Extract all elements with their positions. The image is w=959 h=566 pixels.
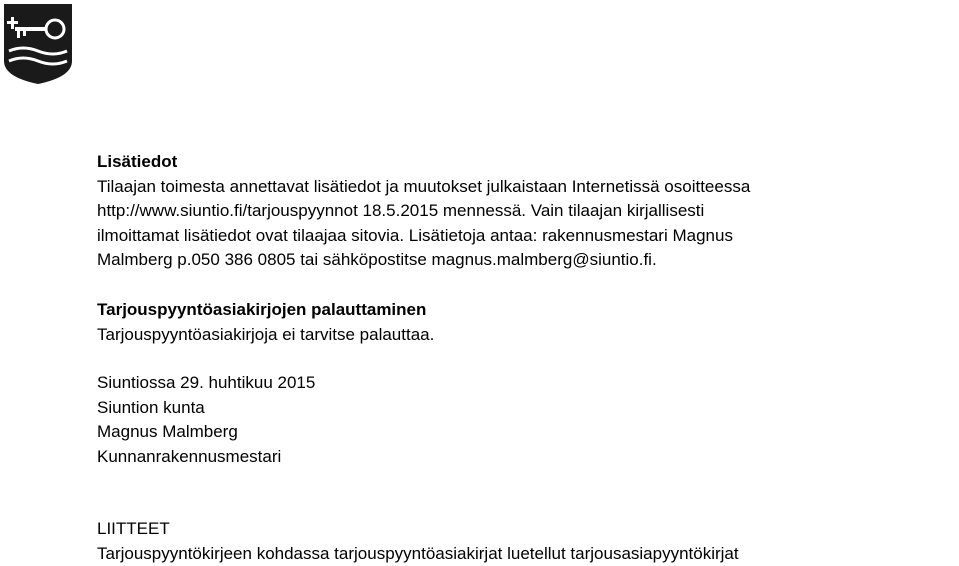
paragraph-line: Malmberg p.050 386 0805 tai sähköpostitse magnus.malmberg@siuntio.fi. (97, 250, 657, 269)
signature-block (97, 371, 315, 469)
page-header (0, 0, 959, 87)
document-date: 29.4.2015 (795, 36, 871, 55)
page-number (795, 64, 866, 84)
section-palautus (97, 298, 434, 347)
paragraph-line: Tarjouspyyntöasiakirjoja ei tarvitse palauttaa. (97, 324, 435, 344)
section-heading-palautus: Tarjouspyyntöasiakirjojen palauttaminen (97, 300, 427, 319)
paragraph-line: ilmoittamat lisätiedot ovat tilaajaa sitovia. Lisätietoja antaa: rakennusmestari Magnus (97, 225, 733, 245)
signature-organization: Siuntion kunta (97, 397, 205, 417)
section-heading-lisatiedot: Lisätiedot (97, 152, 178, 171)
organization-name-swedish: SJUNDEÅ KOMMUN (99, 44, 306, 69)
paragraph-line: Tilaajan toimesta annettavat lisätiedot ja muutokset julkaistaan Internetissä osoitteessa (97, 176, 751, 196)
signature-title: Kunnanrakennusmestari (97, 446, 282, 466)
paragraph-line: http://www.siuntio.fi/tarjouspyynnot 18.5.2015 mennessä. Vain tilaajan kirjallisesti (97, 201, 705, 220)
page-label: Sivu (795, 64, 829, 83)
signature-name: Magnus Malmberg (97, 422, 238, 441)
page-total: 6 (856, 64, 866, 83)
document-type: TARJOUSPYYNTÖ (795, 8, 943, 27)
municipal-crest-key-icon (3, 3, 73, 85)
organization-name-finnish: SIUNTION KUNTA (99, 10, 281, 35)
section-attachments (97, 517, 739, 566)
page-separator: / (847, 64, 852, 83)
paragraph-line: Tarjouspyyntökirjeen kohdassa tarjouspyyntöasiakirjat luetellut tarjousasiapyyntökirjat (97, 543, 739, 563)
signature-place-date: Siuntiossa 29. huhtikuu 2015 (97, 373, 316, 392)
page-current: 6 (832, 64, 843, 83)
section-lisatiedot (97, 150, 750, 273)
section-heading-attachments: LIITTEET (97, 519, 170, 538)
